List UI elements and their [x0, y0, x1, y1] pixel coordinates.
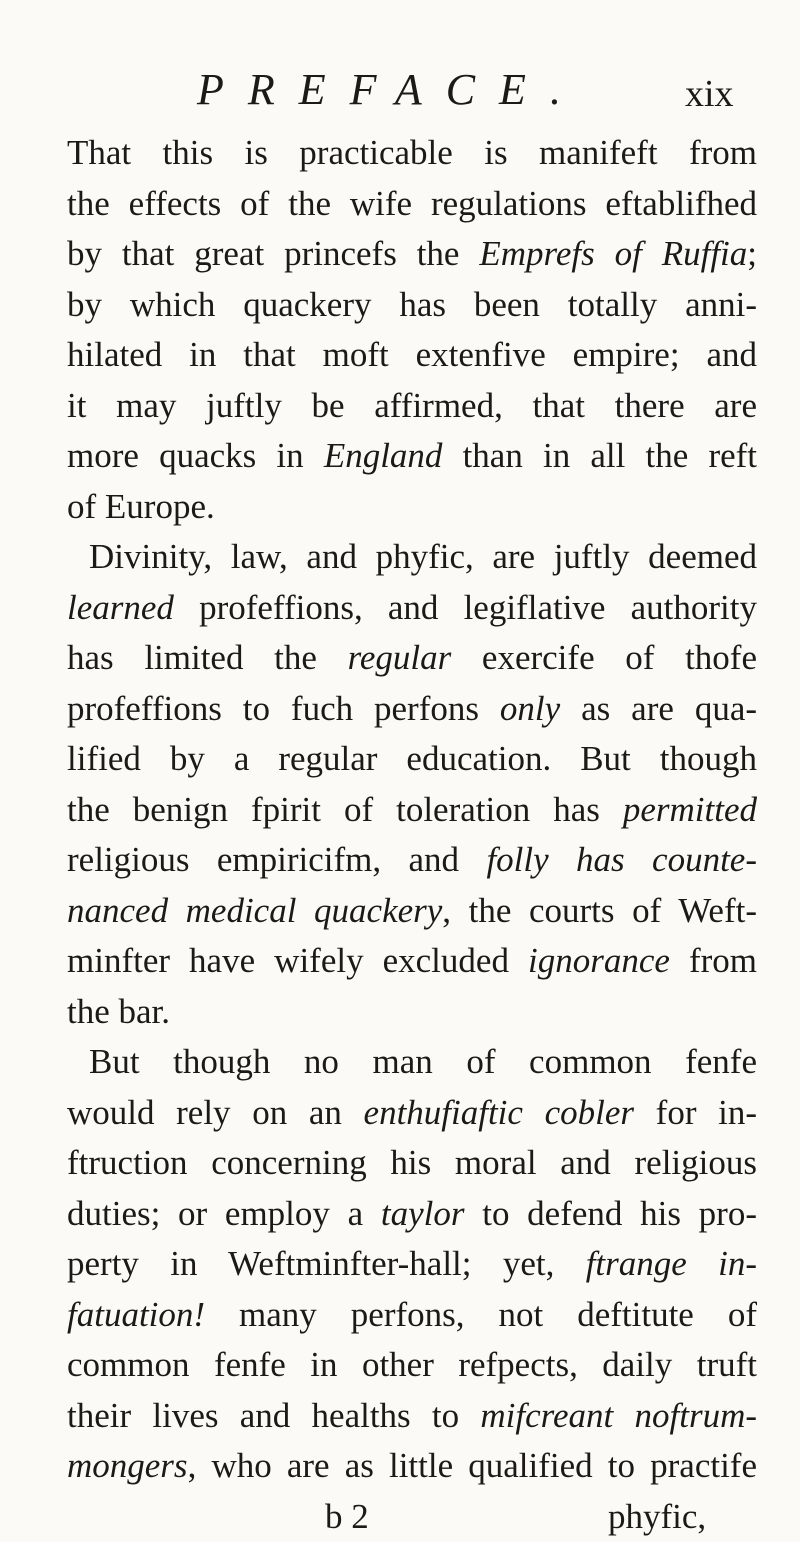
text-segment: it may juftly be affirmed, that there are — [67, 386, 757, 425]
italic-text: only — [500, 689, 560, 728]
text-line — [67, 886, 757, 937]
text-segment: has limited the — [67, 638, 348, 677]
text-segment: the benign fpirit of toleration has — [67, 790, 623, 829]
text-line — [67, 381, 757, 432]
running-header — [0, 62, 800, 118]
signature-mark: b 2 — [325, 1492, 369, 1542]
text-segment: lified by a regular education. But though — [67, 739, 757, 778]
text-line — [67, 936, 757, 987]
text-line — [67, 1290, 757, 1341]
text-line — [67, 128, 757, 179]
text-segment: the effects of the wife regulations eftablifhed — [67, 184, 757, 223]
text-line — [67, 583, 757, 634]
text-segment: hilated in that moft extenfive empire; and — [67, 335, 757, 374]
text-line — [67, 1138, 757, 1189]
text-line — [67, 734, 757, 785]
text-segment: exercife of thofe — [451, 638, 757, 677]
italic-text: taylor — [381, 1194, 465, 1233]
text-segment: the bar. — [67, 992, 170, 1031]
text-segment: common fenfe in other refpects, daily truft — [67, 1345, 757, 1384]
text-line — [67, 330, 757, 381]
text-segment: their lives and healths to — [67, 1396, 480, 1435]
body-text — [67, 128, 757, 1542]
text-segment: , the courts of Weft- — [442, 891, 757, 930]
text-segment: for in- — [634, 1093, 757, 1132]
italic-text: ftrange in- — [586, 1244, 757, 1283]
text-segment: duties; or employ a — [67, 1194, 381, 1233]
italic-text: Emprefs of Ruffia — [479, 234, 747, 273]
italic-text: England — [324, 436, 443, 475]
text-segment: religious empiricifm, and — [67, 840, 486, 879]
text-segment: But though no man of common fenfe — [89, 1042, 757, 1081]
text-segment: as are qua- — [560, 689, 757, 728]
italic-text: permitted — [623, 790, 757, 829]
text-line — [67, 684, 757, 735]
text-segment: than in all the reft — [442, 436, 757, 475]
running-title: PREFACE. — [197, 62, 585, 118]
text-segment: minfter have wifely excluded — [67, 941, 528, 980]
italic-text: folly has counte- — [486, 840, 757, 879]
italic-text: mifcreant noftrum- — [480, 1396, 757, 1435]
text-line — [67, 1340, 757, 1391]
text-segment: by that great princefs the — [67, 234, 479, 273]
text-segment: ftruction concerning his moral and religious — [67, 1143, 757, 1182]
catchword: phyfic, — [608, 1492, 706, 1542]
text-segment: by which quackery has been totally anni- — [67, 285, 757, 324]
text-line — [67, 482, 757, 533]
text-line — [67, 179, 757, 230]
italic-text: fatuation! — [67, 1295, 205, 1334]
italic-text: ignorance — [528, 941, 670, 980]
text-line — [67, 431, 757, 482]
text-line — [67, 280, 757, 331]
italic-text: enthufiaftic cobler — [364, 1093, 634, 1132]
text-line — [67, 835, 757, 886]
text-line — [67, 1239, 757, 1290]
text-line — [67, 785, 757, 836]
text-segment: Divinity, law, and phyfic, are juftly deemed — [89, 537, 757, 576]
italic-text: learned — [67, 588, 174, 627]
text-line — [67, 1037, 757, 1088]
text-segment: profeffions to fuch perfons — [67, 689, 500, 728]
text-line — [67, 1088, 757, 1139]
text-segment: would rely on an — [67, 1093, 364, 1132]
text-segment: profeffions, and legiflative authority — [174, 588, 757, 627]
text-line — [67, 1189, 757, 1240]
text-segment: That this is practicable is manifeft from — [67, 133, 757, 172]
text-segment: perty in Weftminfter-hall; yet, — [67, 1244, 586, 1283]
italic-text: nanced medical quackery — [67, 891, 442, 930]
text-line — [67, 1391, 757, 1442]
text-segment: to defend his pro- — [465, 1194, 758, 1233]
text-line — [67, 229, 757, 280]
footer-line — [67, 1492, 757, 1542]
text-segment: more quacks in — [67, 436, 324, 475]
text-segment: , who are as little qualified to practife — [188, 1446, 757, 1485]
text-line — [67, 532, 757, 583]
text-line — [67, 987, 757, 1038]
italic-text: mongers — [67, 1446, 188, 1485]
text-segment: of Europe. — [67, 487, 215, 526]
page-number: xix — [685, 66, 734, 122]
text-line — [67, 1441, 757, 1492]
text-segment: ; — [747, 234, 757, 273]
italic-text: regular — [348, 638, 452, 677]
text-segment: many perfons, not deftitute of — [205, 1295, 757, 1334]
text-line — [67, 633, 757, 684]
text-segment: from — [670, 941, 757, 980]
